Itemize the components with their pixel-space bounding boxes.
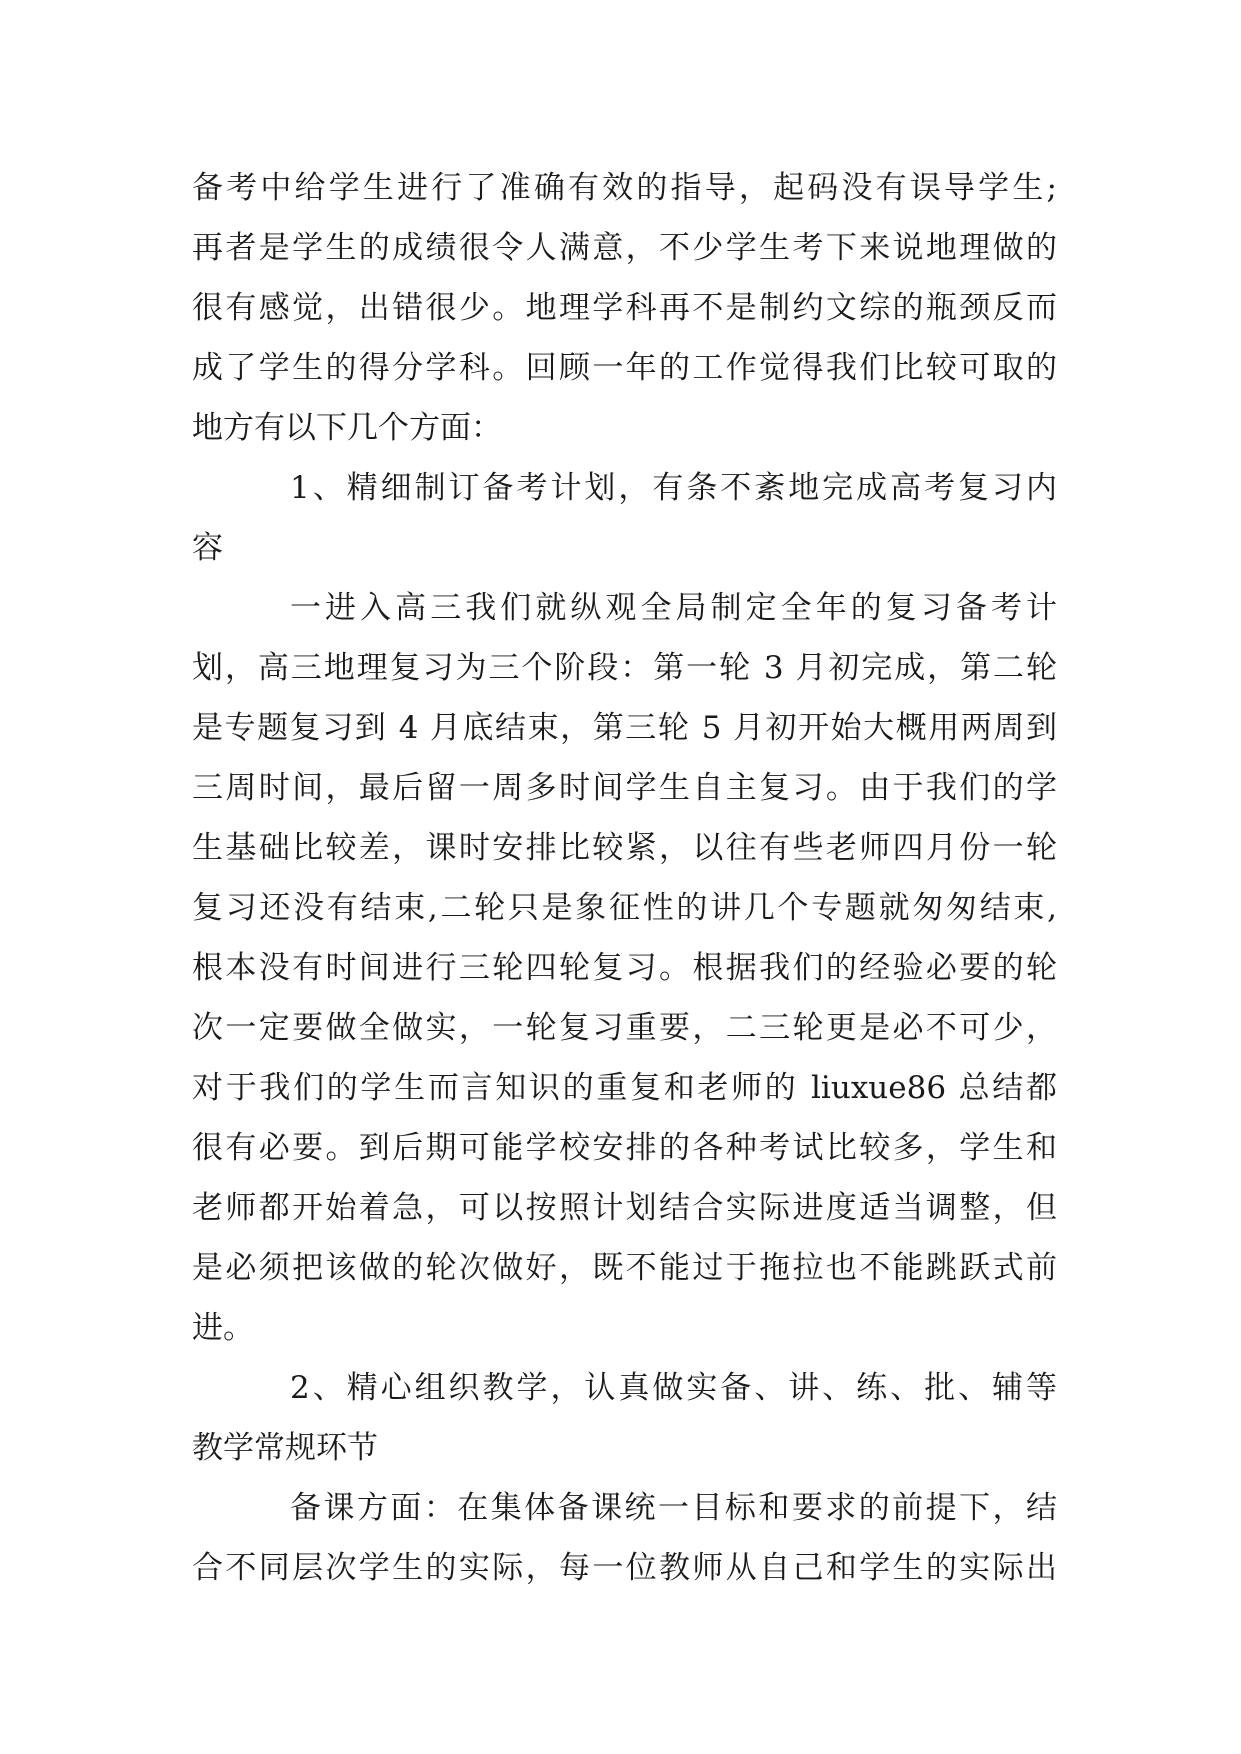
text-line: 备考中给学生进行了准确有效的指导，起码没有误导学生; [192, 170, 1057, 206]
text-line: 划，高三地理复习为三个阶段：第一轮 3 月初完成，第二轮 [192, 650, 1057, 686]
text-line: 生基础比较差，课时安排比较紧，以往有些老师四月份一轮 [192, 830, 1057, 866]
section-heading: 1、精细制订备考计划，有条不紊地完成高考复习内 [290, 470, 1057, 506]
text-line: 成了学生的得分学科。回顾一年的工作觉得我们比较可取的 [192, 350, 1057, 386]
text-line: 次一定要做全做实，一轮复习重要，二三轮更是必不可少， [192, 1010, 1057, 1046]
text-line: 很有必要。到后期可能学校安排的各种考试比较多，学生和 [192, 1130, 1057, 1166]
text-line: 一进入高三我们就纵观全局制定全年的复习备考计 [290, 590, 1057, 626]
section-heading: 2、精心组织教学，认真做实备、讲、练、批、辅等 [290, 1370, 1057, 1406]
text-line: 备课方面：在集体备课统一目标和要求的前提下，结 [290, 1490, 1057, 1526]
section-heading: 容 [192, 530, 223, 566]
text-line: 合不同层次学生的实际，每一位教师从自己和学生的实际出 [192, 1550, 1057, 1586]
text-line: 三周时间，最后留一周多时间学生自主复习。由于我们的学 [192, 770, 1057, 806]
text-line: 复习还没有结束,二轮只是象征性的讲几个专题就匆匆结束, [192, 890, 1057, 926]
text-line: 老师都开始着急，可以按照计划结合实际进度适当调整，但 [192, 1190, 1057, 1226]
text-line: 很有感觉，出错很少。地理学科再不是制约文综的瓶颈反而 [192, 290, 1057, 326]
text-line: 对于我们的学生而言知识的重复和老师的 liuxue86 总结都 [192, 1070, 1057, 1106]
section-heading: 教学常规环节 [192, 1430, 378, 1466]
text-line: 再者是学生的成绩很令人满意，不少学生考下来说地理做的 [192, 230, 1057, 266]
text-line: 进。 [192, 1310, 254, 1346]
text-line: 是必须把该做的轮次做好，既不能过于拖拉也不能跳跃式前 [192, 1250, 1057, 1286]
text-line: 是专题复习到 4 月底结束，第三轮 5 月初开始大概用两周到 [192, 710, 1057, 746]
text-line: 根本没有时间进行三轮四轮复习。根据我们的经验必要的轮 [192, 950, 1057, 986]
text-line: 地方有以下几个方面： [192, 410, 502, 446]
